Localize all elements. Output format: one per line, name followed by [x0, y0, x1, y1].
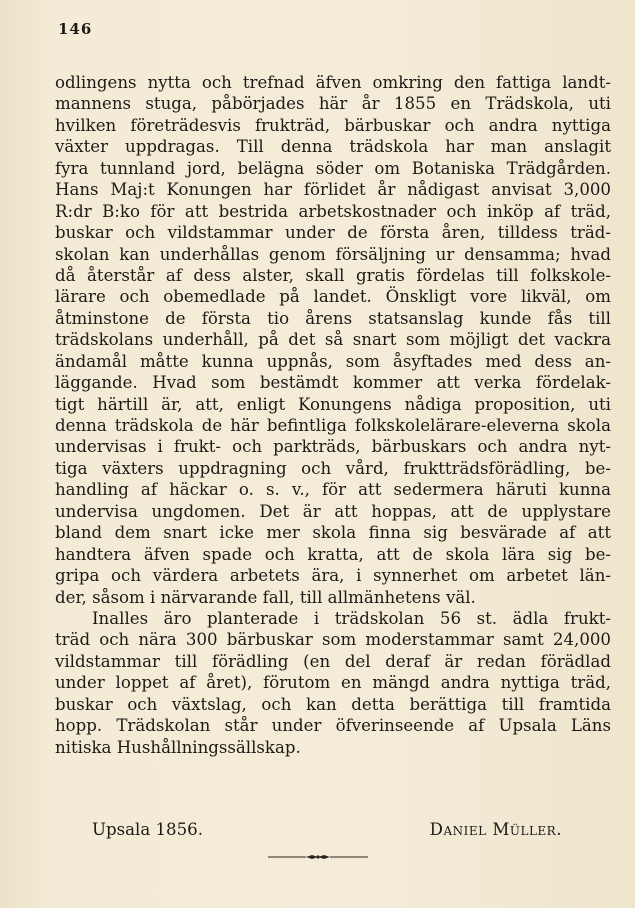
text-line: der, såsom i närvarande fall, till allmänhetens väl. — [55, 587, 476, 607]
text-line: Inalles äro planterade i trädskolan 56 st. ädla frukt- — [92, 608, 611, 628]
text-line: fyra tunnland jord, belägna söder om Botaniska Trädgården. — [55, 158, 611, 178]
text-line: då återstår af dess alster, skall gratis fördelas till folkskole- — [55, 265, 611, 285]
text-line: odlingens nytta och trefnad äfven omkring den fattiga landt- — [55, 73, 611, 92]
text-line: under loppet af året), förutom en mängd andra nyttiga träd, — [55, 673, 611, 693]
text-line: bland dem snart icke mer skola finna sig besvärade af att — [55, 523, 611, 543]
text-line: hopp. Trädskolan står under öfverinseende af Upsala Läns — [55, 716, 611, 736]
text-line: åtminstone de första tio årens statsanslag kunde fås till — [55, 308, 611, 328]
text-line: handling af häckar o. s. v., för att sedermera häruti kunna — [55, 480, 611, 500]
text-line: vildstammar till förädling (en del deraf är redan förädlad — [55, 651, 611, 671]
text-line: trädskolans underhåll, på det så snart som möjligt det vackra — [55, 330, 611, 350]
text-line: träd och nära 300 bärbuskar som moderstammar samt 24,000 — [55, 630, 611, 650]
signature-line — [92, 819, 562, 841]
text-line: Hans Maj:t Konungen har förlidet år nådigast anvisat 3,000 — [55, 180, 611, 200]
text-line: undervisa ungdomen. Det är att hoppas, att de upplystare — [55, 501, 611, 521]
text-line: tigt härtill är, att, enligt Konungens nådiga proposition, uti — [55, 394, 611, 414]
text-line: skolan kan underhållas genom försäljning ur densamma; hvad — [55, 244, 611, 264]
text-line: ändamål måtte kunna uppnås, som åsyftades med dess an- — [55, 351, 611, 371]
text-line: R:dr B:ko för att bestrida arbetskostnader och inköp af träd, — [55, 201, 611, 221]
ornament-rule-icon — [266, 852, 370, 862]
text-line: denna trädskola de här befintliga folkskolelärare-eleverna skola — [55, 416, 611, 435]
text-line: undervisas i frukt- och parkträds, bärbuskars och andra nyt- — [55, 437, 611, 457]
text-line: handtera äfven spade och kratta, att de skola lära sig be- — [55, 544, 611, 564]
text-line: nitiska Hushållningssällskap. — [55, 737, 301, 757]
text-line: buskar och växtslag, och kan detta berättiga till framtida — [55, 694, 611, 714]
text-line: mannens stuga, påbörjades här år 1855 en Trädskola, uti — [55, 94, 611, 114]
text-line: gripa och värdera arbetets ära, i synnerhet om arbetet län- — [55, 566, 611, 586]
signature-author: Daniel Müller. — [429, 820, 562, 839]
text-line: lärare och obemedlade på landet. Önskligt vore likväl, om — [55, 287, 611, 307]
text-line: läggande. Hvad som bestämdt kommer att verka fördelak- — [55, 373, 611, 393]
text-line: buskar och vildstammar under de första åren, tilldess träd- — [55, 223, 611, 243]
text-line: hvilken företrädesvis frukträd, bärbuskar och andra nyttiga — [55, 115, 611, 135]
page-number: 146 — [58, 20, 93, 38]
body-text — [55, 72, 611, 758]
text-line: växter uppdragas. Till denna trädskola har man anslagit — [55, 137, 611, 157]
signature-place-year: Upsala 1856. — [92, 820, 203, 839]
text-line: tiga växters uppdragning och vård, fruktträdsförädling, be- — [55, 458, 611, 478]
